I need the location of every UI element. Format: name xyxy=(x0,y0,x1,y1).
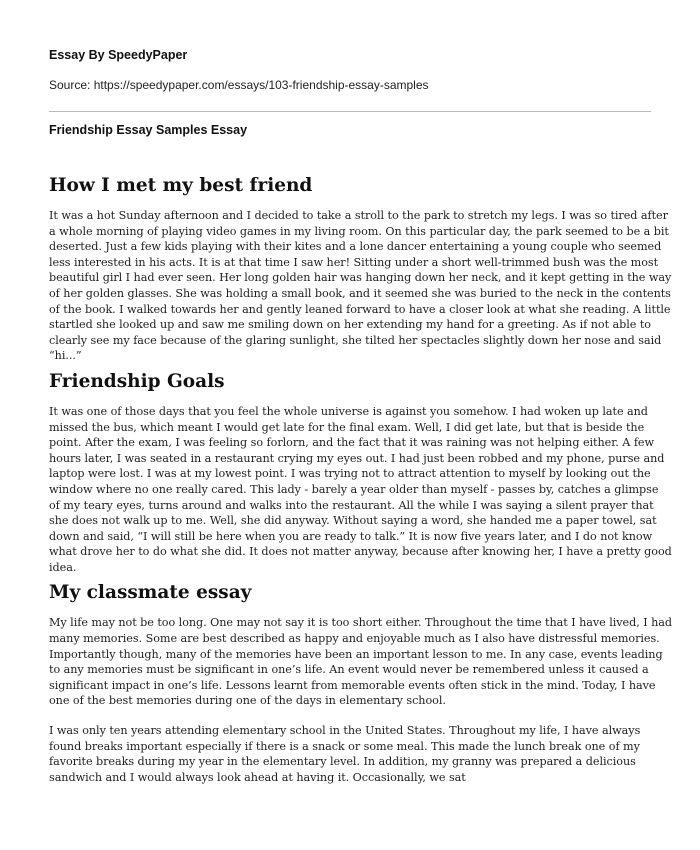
document-title: Friendship Essay Samples Essay xyxy=(49,123,248,137)
section-heading-classmate: My classmate essay xyxy=(49,582,252,604)
section-paragraph: My life may not be too long. One may not say it is too short either. Throughout the time that I have lived, I had many memories. Some are best described as happy and enjoyable much as I also have distressful memories. Importantly though, many of the memories have been an important lesson to me. In any case, events leading to any memories must be significant in one’s life. An event would never be remembered unless it caused a significant impact in one’s life. Lessons learnt from memorable events often stick in the mind. Today, I have one of the best memories during one of the days in elementary school. xyxy=(49,616,673,708)
section-paragraph: It was one of those days that you feel the whole universe is against you somehow. I had woken up late and missed the bus, which meant I would get late for the final exam. Well, I did get late, but that is beside the point. After the exam, I was feeling so forlorn, and the fact that it was raining was not helping either. A few hours later, I was seated in a restaurant crying my eyes out. I had just been robbed and my phone, purse and laptop were lost. I was at my lowest point. I was trying not to attract attention to myself by looking out the window where no one really cared. This lady - barely a year older than myself - passes by, catches a glimpse of my teary eyes, turns around and walks into the restaurant. All the while I was saying a silent prayer that she does not walk up to me. Well, she did anyway. Without saying a word, she handed me a paper towel, sat down and said, “I will still be here when you are ready to talk.” It is now five years later, and I do not know what drove her to do what she did. It does not matter anyway, because after knowing her, I have a pretty good idea. xyxy=(49,404,672,574)
source-url: Source: https://speedypaper.com/essays/103-friendship-essay-samples xyxy=(49,78,429,92)
header-divider xyxy=(49,111,651,112)
section-heading-best-friend: How I met my best friend xyxy=(49,175,313,196)
section-paragraph: I was only ten years attending elementary school in the United States. Throughout my life, I have always found breaks important especially if there is a snack or some meal. This made the lunch break one of my favorite breaks during my year in the elementary level. In addition, my granny was prepared a delicious sandwich and I would always look ahead at having it. Occasionally, we sat xyxy=(49,724,641,784)
section-heading-friendship-goals: Friendship Goals xyxy=(49,370,225,392)
brand-label: Essay By SpeedyPaper xyxy=(49,48,188,62)
section-paragraph: It was a hot Sunday afternoon and I decided to take a stroll to the park to stretch my legs. I was so tired after a whole morning of playing video games in my living room. On this particular day, the park seemed to be a bit deserted. Just a few kids playing with their kites and a lone dancer entertaining a young couple who seemed less interested in his acts. It is at that time I saw her! Sitting under a short well-trimmed bush was the most beautiful girl I had ever seen. Her long golden hair was hanging down her neck, and it kept getting in the way of her golden glasses. She was holding a small book, and it seemed she was buried to the neck in the contents of the book. I walked towards her and gently leaned forward to have a closer look at what she reading. A little startled she looked up and saw me smiling down on her extending my hand for a greeting. As if not able to clearly see my face because of the glaring sunlight, she tilted her spectacles slightly down her nose and said “hi...” xyxy=(49,209,672,363)
